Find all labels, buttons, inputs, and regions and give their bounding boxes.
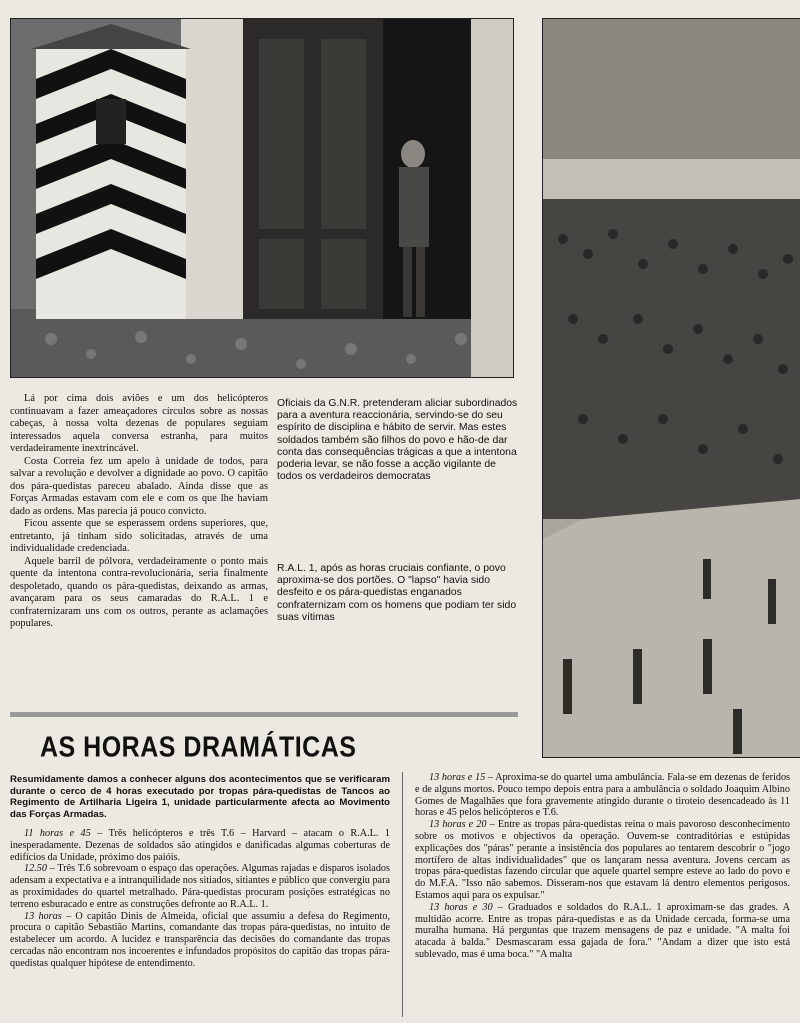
left-article-column	[10, 393, 268, 631]
bottom-left-column	[10, 828, 390, 970]
paragraph: Costa Correia fez um apelo à unidade de todos, para salvar a revolução e devolver a dignidade ao povo. O capitão dos pára-quedistas pareceu abalado. Ainda disse que as Forças Armadas estavam com ele e com os que lhe haviam dado as ordens. Mas parecia já pouco convicto.	[10, 455, 268, 517]
timeline-entry: 13 horas – O capitão Dinis de Almeida, oficial que assumiu a defesa do Regimento, procura o capitão Sebastião Martins, comandante das tropas pára-quedistas, no intuito de estabelecer um acordo. A lucidez e transparência das decisões do comandante das tropas cercadas não encontram nos incoerentes e infundados propósitos do capitão das tropas pára-quedistas qualquer hipótese de entendimento.	[10, 910, 390, 969]
bottom-right-column	[415, 772, 790, 961]
timeline-entry: 11 horas e 45 – Três helicópteros e três T.6 – Harvard – atacam o R.A.L. 1 inesperadamente. Dezenas de soldados são atingidos e danificadas algumas coberturas de edifícios da Unidade, próximo dos paióis.	[10, 828, 390, 863]
paragraph: Ficou assente que se esperassem ordens superiores, que, entretanto, já tinham sido solicitadas, através de uma individualidade credenciada.	[10, 518, 268, 554]
paragraph: Aquele barril de pólvora, verdadeiramente o ponto mais quente da intentona contra-revolucionária, seria finalmente despoletado, quando os pára-quedistas, deixando as armas, avançaram para os seus camaradas do R.A.L. 1 e confraternizaram uns com os outros, perante as aclamações populares.	[10, 555, 268, 629]
section-headline: AS HORAS DRAMÁTICAS	[40, 731, 357, 764]
column-divider	[402, 772, 403, 1017]
timeline-entry: 13 horas e 20 – Entre as tropas pára-quedistas reina o mais pavoroso desconhecimento sobre os motivos e objectivos da operação. Ouvem-se contraditórias e estúpidas explicações dos "páras" perante a insistência dos populares ao tentarem descobrir o "jogo mortífero de altas individualidades" que os lançaram nessa aventura. Jovens cercam as tropas pára-quedistas fazendo circular que aquele quartel sempre esteve ao lado do povo e do M.F.A. "Isso não sabemos. Disseram-nos que estavam lá dentro elementos perigosos. Estamos aqui para os expulsar."	[415, 819, 790, 901]
photo-sentry-gate	[10, 18, 514, 378]
photo-crowd	[542, 18, 800, 758]
paragraph: Lá por cima dois aviões e um dos helicópteros continuavam a fazer ameaçadores círculos sobre as nossas cabeças, à nossa volta dezenas de populares seguiam interessados aquela conversa estranha, para muitos verdadeiramente inextrincável.	[10, 393, 268, 454]
lead-paragraph: Resumidamente damos a conhecer alguns dos acontecimentos que se verificaram durante o cerco de 4 horas executado por tropas pára-quedistas de Tancos ao Regimento de Artilharia Ligeira 1, unidade particularmente afecta ao Movimento das Forças Armadas.	[10, 774, 390, 820]
photo-caption-ral1: R.A.L. 1, após as horas cruciais confiante, o povo aproxima-se dos portões. O "lapso" havia sido desfeito e os pára-quedistas enganados confraternizam com os homens que podiam ter sido suas vítimas	[277, 563, 517, 623]
timeline-entry: 13 horas e 30 – Graduados e soldados do R.A.L. 1 aproximam-se das grades. A multidão acorre. Entre as tropas pára-quedistas e as da Unidade cercada, forma-se uma muralha humana. Há perguntas que trazem mensagens de paz e unidade. "A malta foi atacada à balda." Desmascaram essa gajada de fora." "Andam a dizer que isto está sublevado, mas é uma boca." "A malta	[415, 901, 790, 960]
section-divider	[10, 712, 518, 717]
timeline-entry: 12.50 – Três T.6 sobrevoam o espaço das operações. Algumas rajadas e disparos isolados adensam a expectativa e a intranquilidade nos sitiados, sitiantes e público que convergiu para as proximidades do quartel metralhado. Pára-quedistas procuram posições estratégicas no terreno esburacado e entre as construções defronte ao R.A.L. 1.	[10, 863, 390, 910]
timeline-entry: 13 horas e 15 – Aproxima-se do quartel uma ambulância. Fala-se em dezenas de feridos e de alguns mortos. Pouco tempo depois entra para a ambulância o soldado Joaquim Albino Gomes de Magalhães que fora gravemente atingido durante o tiroteio desencadeado às 11 horas e 45 pelos helicópteros e T.6.	[415, 772, 790, 819]
photo-caption-gnr: Oficiais da G.N.R. pretenderam aliciar subordinados para a aventura reaccionária, servindo-se do seu espírito de disciplina e hábito de servir. Mas estes soldados também são filhos do povo e hão-de dar conta das consequências trágicas a que a intentona poderia levar, se não fosse a acção vigilante de todos os verdadeiros democratas	[277, 398, 518, 483]
